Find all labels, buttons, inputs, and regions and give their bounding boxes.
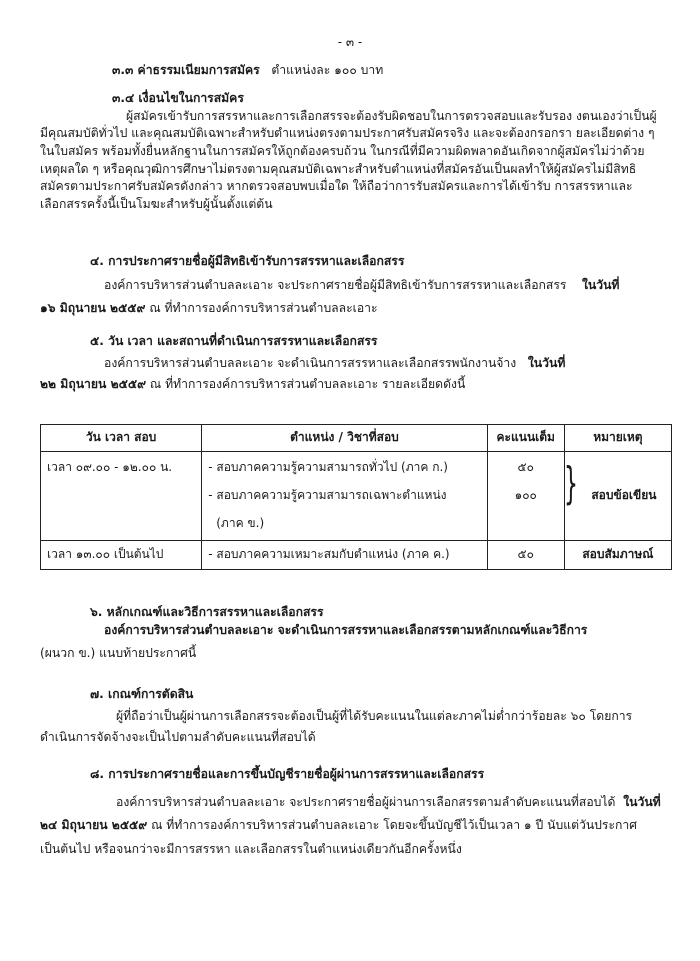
section-3-4-line: ผู้สมัครเข้ารับการสรรหาและการเลือกสรรจะต้องรับผิดชอบในการตรวจสอบและรับรอง งตนเองว่าเป็นผู้ bbox=[126, 108, 657, 123]
table-header-row bbox=[41, 425, 672, 452]
section-4 bbox=[40, 253, 668, 318]
section-3-4-line: เลือกสรรครั้งนี้เป็นโมฆะสำหรับผู้นั้นตั้งแต่ต้น bbox=[40, 197, 273, 212]
section-8-date: ๒๔ มิถุนายน ๒๕๕๙ bbox=[40, 818, 148, 833]
brace-symbol: } bbox=[563, 458, 578, 509]
table-row bbox=[41, 452, 672, 541]
exam-score: ๕๐ bbox=[487, 541, 564, 570]
section-4-heading: ๔. การประกาศรายชื่อผู้มีสิทธิเข้ารับการสรรหาและเลือกสรร bbox=[90, 254, 405, 268]
section-5-date: ๒๒ มิถุนายน ๒๕๕๙ bbox=[40, 377, 147, 392]
exam-note-cell bbox=[564, 452, 671, 541]
section-8-date-label: ในวันที่ bbox=[623, 794, 661, 809]
section-3-4-line: ในใบสมัคร พร้อมทั้งยื่นหลักฐานในการสมัครให้ถูกต้องครบถ้วน ในกรณีที่มีความผิดพลาดอันเกิดจากผู้สมัครไม่ว่าด้วย bbox=[40, 144, 645, 159]
section-3-4-line: สมัครตามประกาศรับสมัครดังกล่าว หากตรวจสอบพบเมื่อใด ให้ถือว่าการรับสมัครและการได้เข้ารับ การสรรหาและ bbox=[40, 179, 633, 194]
exam-subjects bbox=[202, 452, 487, 541]
exam-score: ๑๐๐ bbox=[514, 488, 537, 503]
section-4-text: องค์การบริหารส่วนตำบลละเอาะ จะประกาศรายชื่อผู้มีสิทธิเข้ารับการสรรหาและเลือกสรร bbox=[104, 277, 567, 292]
section-8-text: องค์การบริหารส่วนตำบลละเอาะ จะประกาศรายชื่อผู้ผ่านการเลือกสรรตามลำดับคะแนนที่สอบได้ bbox=[116, 794, 616, 809]
section-3-4-line: มีคุณสมบัติทั่วไป และคุณสมบัติเฉพาะสำหรับตำแหน่งตรงตามประกาศรับสมัครจริง และจะต้องกรอกรา ยละเอียดต่าง ๆ bbox=[40, 126, 655, 141]
exam-subject: - สอบภาคความรู้ความสามารถเฉพาะตำแหน่ง bbox=[208, 488, 447, 503]
section-5-place: ณ ที่ทำการองค์การบริหารส่วนตำบลละเอาะ รายละเอียดดังนี้ bbox=[149, 377, 466, 392]
section-4-place: ณ ที่ทำการองค์การบริหารส่วนตำบลละเอาะ bbox=[149, 301, 378, 316]
exam-time: เวลา ๑๓.๐๐ เป็นต้นไป bbox=[41, 541, 202, 570]
exam-note: สอบข้อเขียน bbox=[591, 488, 657, 503]
section-4-date: ๑๖ มิถุนายน ๒๕๕๙ bbox=[40, 301, 146, 316]
section-4-date-label: ในวันที่ bbox=[581, 277, 620, 292]
section-3-4 bbox=[40, 90, 668, 214]
section-6-text: องค์การบริหารส่วนตำบลละเอาะ จะดำเนินการสรรหาและเลือกสรรตามหลักเกณฑ์และวิธีการ bbox=[104, 622, 588, 637]
section-8-text: ณ ที่ทำการองค์การบริหารส่วนตำบลละเอาะ โดยจะขึ้นบัญชีไว้เป็นเวลา ๑ ปี นับแต่วันประกาศ bbox=[151, 818, 637, 833]
section-6-heading: ๖. หลักเกณฑ์และวิธีการสรรหาและเลือกสรร bbox=[90, 605, 324, 619]
section-6 bbox=[40, 604, 668, 663]
section-6-text: (ผนวก ข.) แนบท้ายประกาศนี้ bbox=[40, 646, 197, 661]
exam-score: ๕๐ bbox=[517, 460, 534, 475]
table-header: หมายเหตุ bbox=[564, 425, 671, 452]
section-5-text: องค์การบริหารส่วนตำบลละเอาะ จะดำเนินการสรรหาและเลือกสรรพนักงานจ้าง bbox=[104, 355, 517, 370]
table-header: คะแนนเต็ม bbox=[487, 425, 564, 452]
exam-subject: - สอบภาคความรู้ความสามารถทั่วไป (ภาค ก.) bbox=[208, 460, 448, 475]
page-number: - ๓ - bbox=[337, 35, 363, 49]
section-8 bbox=[40, 766, 668, 859]
section-7-heading: ๗. เกณฑ์การตัดสิน bbox=[90, 687, 194, 701]
exam-subject: (ภาค ข.) bbox=[216, 516, 265, 531]
section-8-text: เป็นต้นไป หรือจนกว่าจะมีการสรรหา และเลือกสรรในตำแหน่งเดียวกันอีกครั้งหนึ่ง bbox=[40, 842, 462, 857]
exam-note: สอบสัมภาษณ์ bbox=[564, 541, 671, 570]
table-header: วัน เวลา สอบ bbox=[41, 425, 202, 452]
section-5 bbox=[40, 333, 668, 394]
section-3-3 bbox=[40, 62, 668, 80]
exam-subject: - สอบภาคความเหมาะสมกับตำแหน่ง (ภาค ค.) bbox=[202, 541, 487, 570]
section-3-3-text: ตำแหน่งละ ๑๐๐ บาท bbox=[271, 63, 384, 77]
section-7-text: ดำเนินการจัดจ้างจะเป็นไปตามลำดับคะแนนที่สอบได้ bbox=[40, 730, 316, 745]
section-8-heading: ๘. การประกาศรายชื่อและการขึ้นบัญชีรายชื่อผู้ผ่านการสรรหาและเลือกสรร bbox=[90, 767, 485, 781]
exam-time: เวลา ๐๙.๐๐ - ๑๒.๐๐ น. bbox=[41, 452, 202, 541]
section-7-text: ผู้ที่ถือว่าเป็นผู้ผ่านการเลือกสรรจะต้องเป็นผู้ที่ได้รับคะแนนในแต่ละภาคไม่ต่ำกว่าร้อยละ ๖๐ โดยการ bbox=[116, 708, 633, 723]
section-3-4-label: ๓.๔ เงื่อนไขในการสมัคร bbox=[112, 91, 244, 105]
exam-scores bbox=[487, 452, 564, 541]
section-5-date-label: ในวันที่ bbox=[527, 355, 566, 370]
table-header: ตำแหน่ง / วิชาที่สอบ bbox=[202, 425, 487, 452]
section-3-3-label: ๓.๓ ค่าธรรมเนียมการสมัคร bbox=[112, 63, 260, 77]
section-3-4-line: เหตุผลใด ๆ หรือคุณวุฒิการศึกษาไม่ตรงตามคุณสมบัติเฉพาะสำหรับตำแหน่งที่สมัครอันเป็นผลทำให้ผู้สมัครไม่มีสิทธิ bbox=[40, 161, 637, 176]
table-row bbox=[41, 541, 672, 570]
section-5-heading: ๕. วัน เวลา และสถานที่ดำเนินการสรรหาและเลือกสรร bbox=[90, 334, 378, 348]
section-7 bbox=[40, 686, 668, 747]
exam-schedule-table bbox=[40, 424, 672, 570]
